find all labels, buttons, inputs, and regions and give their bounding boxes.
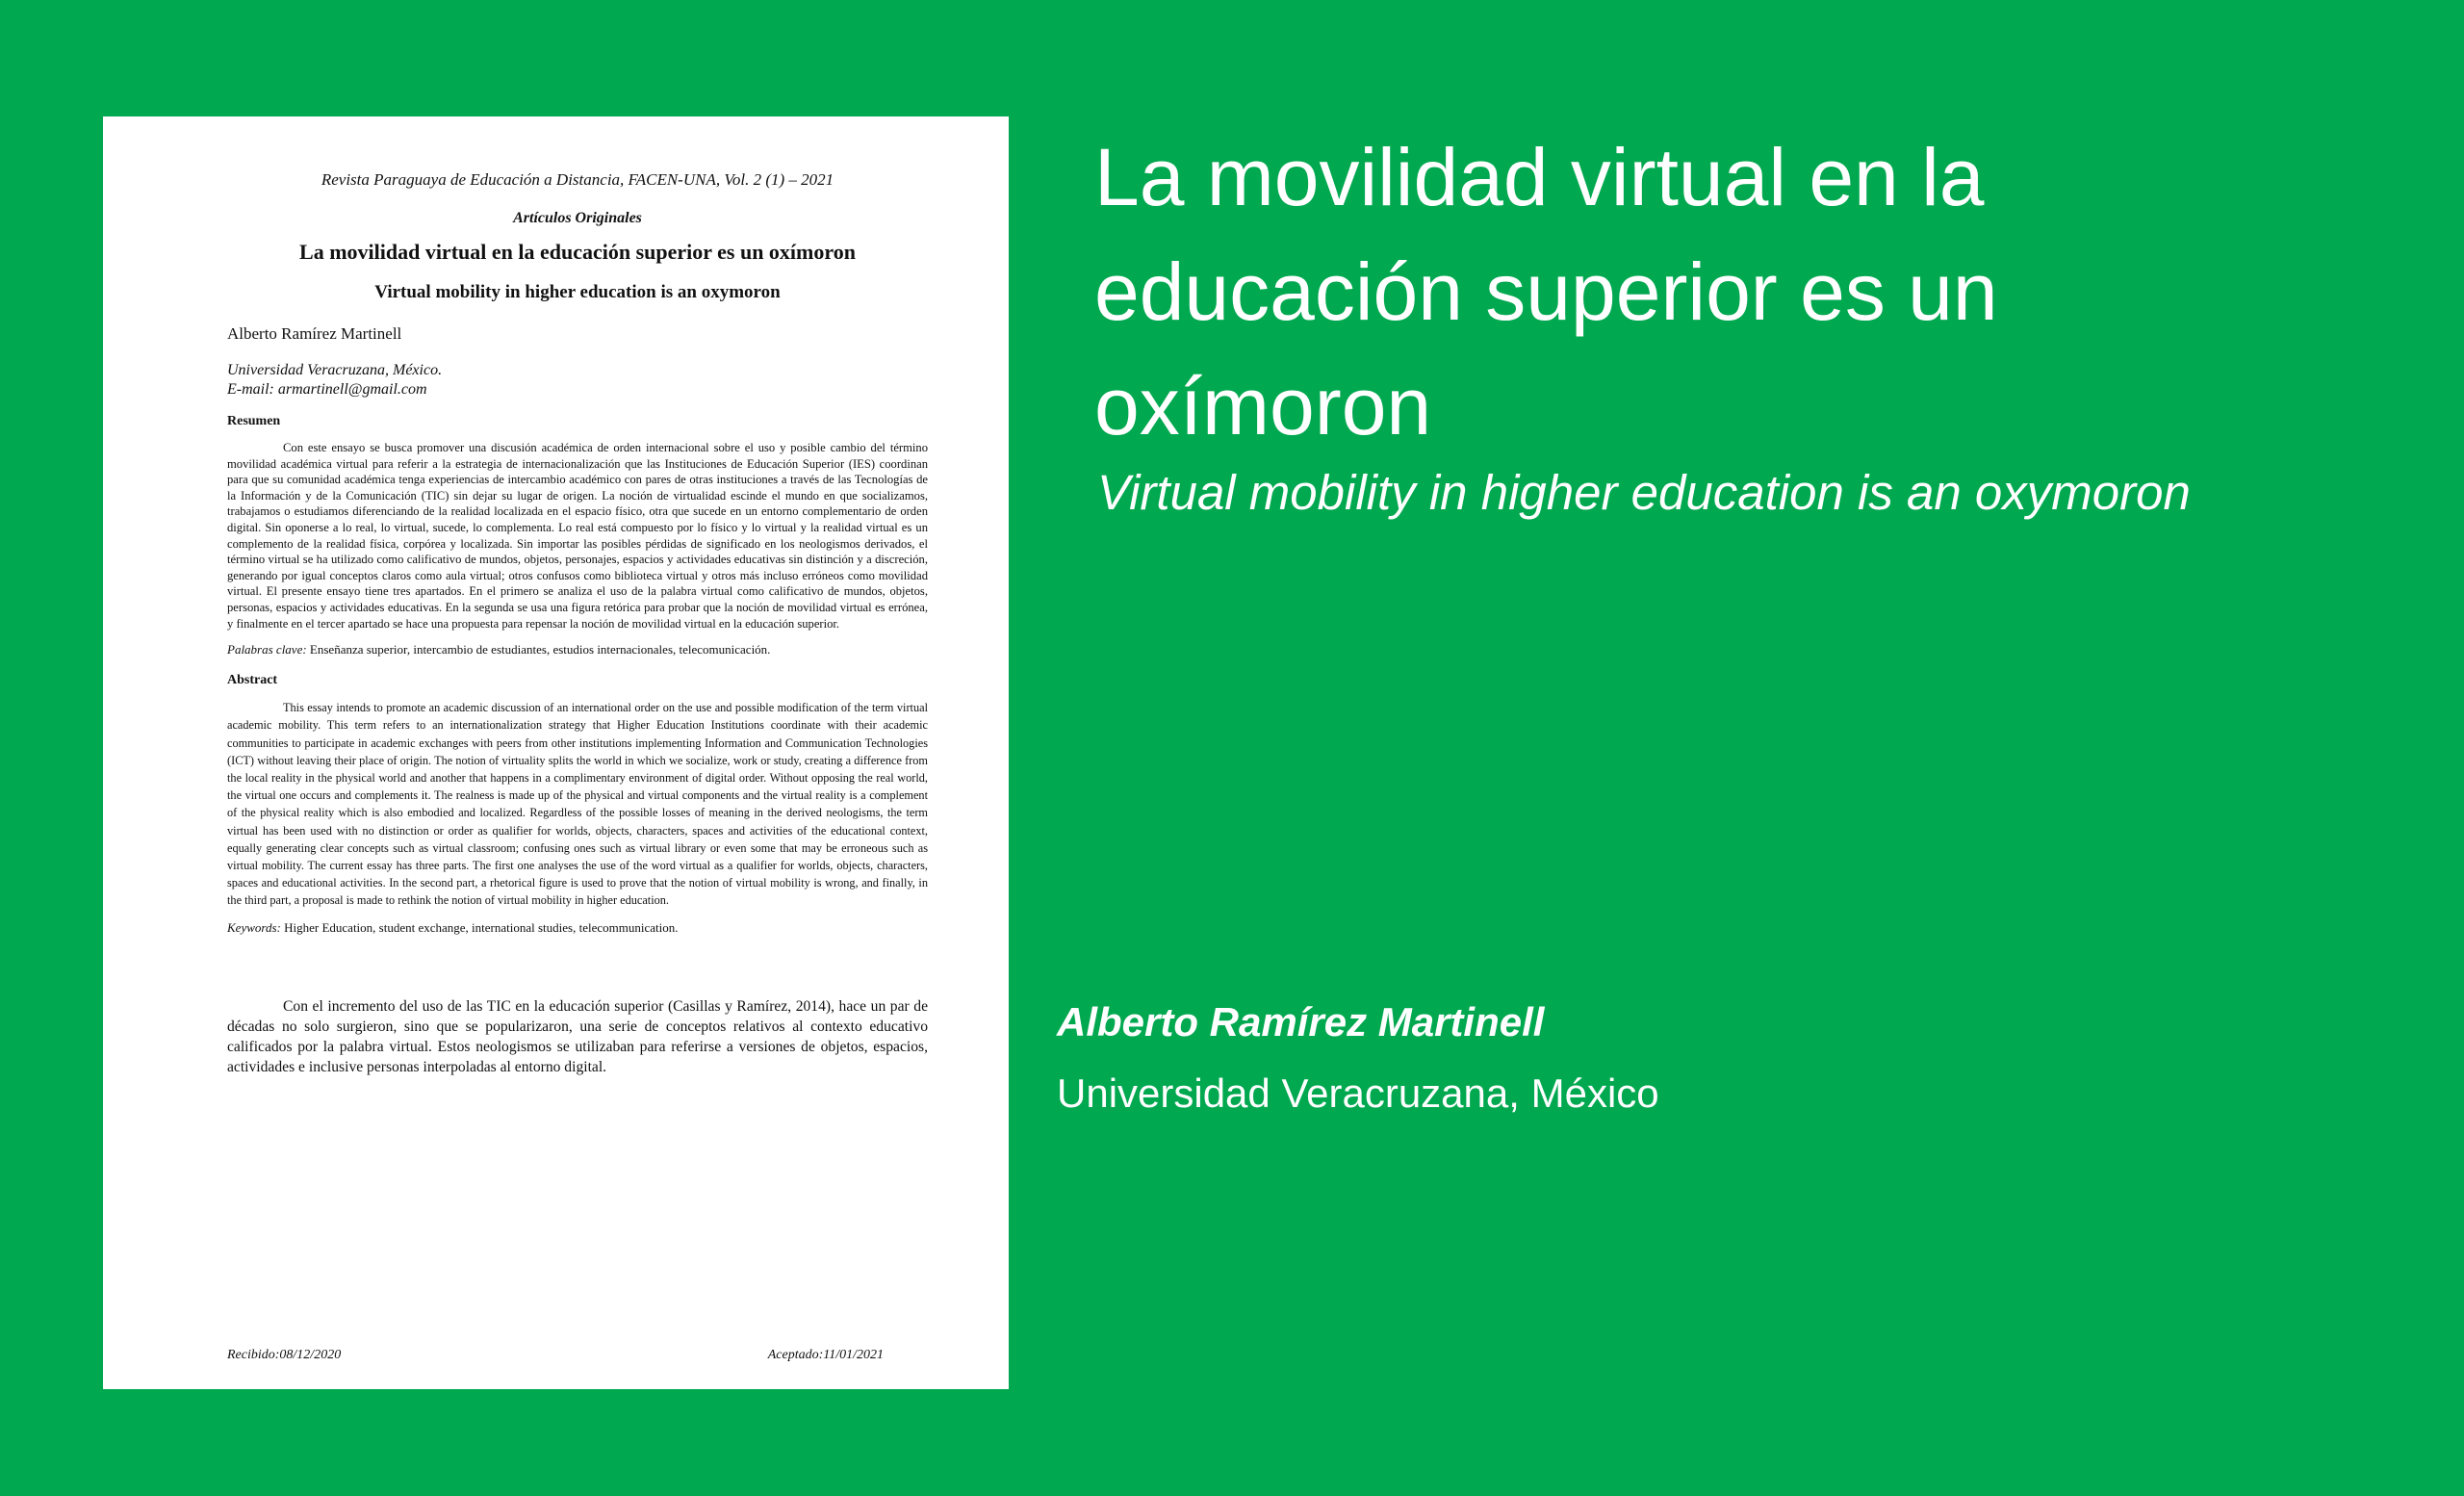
paper-abstract-text: This essay intends to promote an academic discussion of an international order on the use and possible modification of the term virtual academic mobility. This term refers to an internationalization strategy that Higher Education Institutions coordinate with their academic communities to participate in academic exchanges with peers from other institutions implementing Information and Communication Technologies (ICT) without leaving their place of origin. The notion of virtuality splits the world in which we socialize, work or study, creating a difference from the local reality in the physical world and another that happens in a complimentary environment of digital order. Without opposing the real world, the virtual one occurs and complements it. The realness is made up of the physical and virtual components and the virtual reality is a complement of the physical reality which is also embodied and localized. Regardless of the possible losses of meaning in the derived neologisms, the term virtual has been used with no distinction or order as qualifier for worlds, objects, characters, spaces and activities of the educational context, equally generating clear concepts such as virtual classroom; confusing ones such as virtual library or even some that may be erroneous such as virtual mobility. The current essay has three parts. The first one analyses the use of the word virtual as a qualifier for worlds, objects, characters, spaces and educational activities. In the second part, a rhetorical figure is used to prove that the notion of virtual mobility is wrong, and finally, in the third part, a proposal is made to rethink the notion of virtual mobility in higher education. [227,701,928,908]
paper-palabras-clave [227,641,928,658]
paper-author: Alberto Ramírez Martinell [227,324,402,343]
paper-keywords-label: Keywords: [227,919,281,935]
paper-resumen-heading: Resumen [227,414,281,428]
paper-palabras-text: Enseñanza superior, intercambio de estudiantes, estudios internacionales, telecomunicación. [309,642,771,658]
paper-abstract-heading: Abstract [227,673,278,688]
paper-keywords-text: Higher Education, student exchange, international studies, telecommunication. [284,919,679,935]
slide-author: Alberto Ramírez Martinell [1057,999,1545,1045]
slide-title: La movilidad virtual en la educación superior es un oxímoron [1094,132,1998,451]
paper-page [103,116,1009,1389]
paper-resumen-text: Con este ensayo se busca promover una discusión académica de orden internacional sobre el uso y posible cambio del término movilidad académica virtual para referir a la estrategia de internacionalización que las Instituciones de Educación Superior (IES) coordinan para que su comunidad académica tenga experiencias de intercambio académico con pares de otras instituciones a través de las Tecnologías de la Información y de la Comunicación (TIC) sin dejar su lugar de origen. La noción de virtualidad escinde el mundo en que socializamos, trabajamos o estudiamos diferenciando de la realidad localizada en el espacio físico, otra que sucede en un entorno complementario de orden digital. Sin oponerse a lo real, lo virtual, sucede, lo complementa. Lo real está compuesto por lo físico y lo virtual y la realidad virtual es un complemento de la realidad física, corpórea y localizada. Sin importar las posibles pérdidas de significado en los neologismos derivados, el término virtual se ha utilizado como calificativo de mundos, objetos, personajes, espacios y actividades educativas sin distinción y a discreción, generando por igual conceptos claros como aula virtual; otros confusos como biblioteca virtual y otros más incluso erróneos como movilidad virtual. El presente ensayo tiene tres apartados. En el primero se analiza el uso de la palabra virtual como calificativo de mundos, objetos, personas, espacios y actividades educativas. En la segunda se usa una figura retórica para probar que la noción de movilidad virtual es errónea, y finalmente en el tercer apartado se hace una propuesta para repensar la noción de movilidad virtual en la educación superior. [227,441,928,631]
paper-affiliation-block [227,361,928,400]
paper-subtitle: Virtual mobility in higher education is an oxymoron [374,282,781,302]
paper-footer [227,1347,884,1364]
paper-email: E-mail: armartinell@gmail.com [227,381,427,398]
paper-accepted: Aceptado:11/01/2021 [767,1348,884,1362]
paper-title: La movilidad virtual en la educación superior es un oxímoron [299,240,856,264]
paper-intro-text: Con el incremento del uso de las TIC en la educación superior (Casillas y Ramírez, 2014), hace un par de décadas no solo surgieron, sino que se popularizaron, una serie de conceptos relativos al contexto educativo calificados por la palabra virtual. Estos neologismos se utilizaban para referirse a versiones de objetos, espacios, actividades e inclusive personas interpoladas al entorno digital. [227,997,928,1075]
paper-section: Artículos Originales [513,210,642,226]
slide-affiliation: Universidad Veracruzana, México [1057,1070,1659,1116]
slide-subtitle: Virtual mobility in higher education is an oxymoron [1097,465,2191,520]
paper-palabras-label: Palabras clave: [227,642,307,658]
paper-journal: Revista Paraguaya de Educación a Distancia, FACEN-UNA, Vol. 2 (1) – 2021 [321,170,834,189]
paper-keywords [227,919,928,937]
paper-affiliation: Universidad Veracruzana, México. [227,362,443,378]
paper-received: Recibido:08/12/2020 [227,1348,342,1362]
